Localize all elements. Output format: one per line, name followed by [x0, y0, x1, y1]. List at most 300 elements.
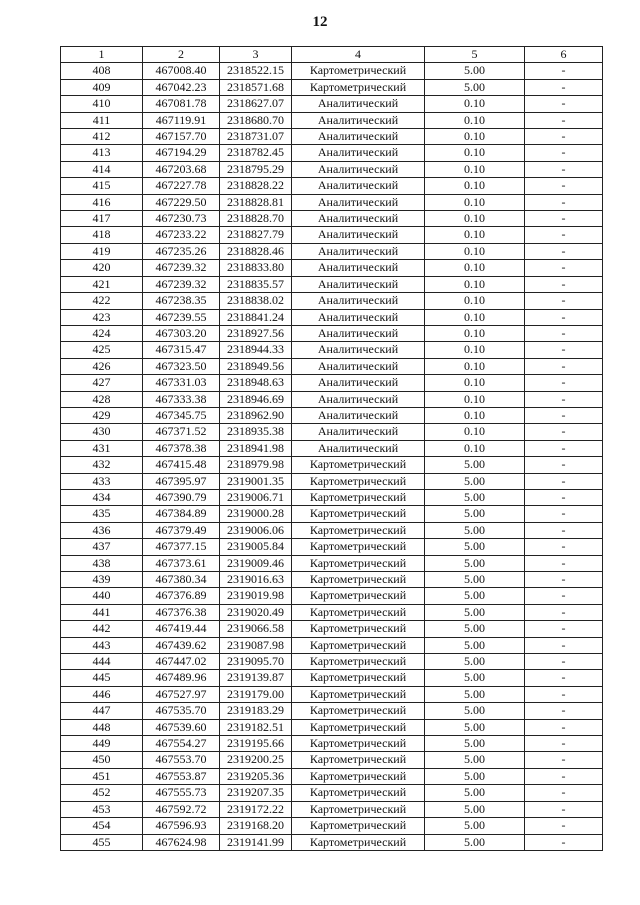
accuracy-cell: 5.00 — [425, 637, 525, 653]
note-cell: - — [525, 604, 603, 620]
note-cell: - — [525, 686, 603, 702]
accuracy-cell: 5.00 — [425, 588, 525, 604]
point-number-cell: 445 — [61, 670, 143, 686]
accuracy-cell: 0.10 — [425, 145, 525, 161]
accuracy-cell: 0.10 — [425, 375, 525, 391]
y-coordinate-cell: 2318835.57 — [220, 276, 292, 292]
y-coordinate-cell: 2318838.02 — [220, 293, 292, 309]
table-row — [61, 834, 603, 850]
accuracy-cell: 5.00 — [425, 768, 525, 784]
note-cell: - — [525, 473, 603, 489]
accuracy-cell: 0.10 — [425, 243, 525, 259]
note-cell: - — [525, 79, 603, 95]
point-number-cell: 435 — [61, 506, 143, 522]
y-coordinate-cell: 2319139.87 — [220, 670, 292, 686]
method-cell: Картометрический — [292, 506, 425, 522]
point-number-cell: 448 — [61, 719, 143, 735]
point-number-cell: 422 — [61, 293, 143, 309]
accuracy-cell: 0.10 — [425, 309, 525, 325]
point-number-cell: 417 — [61, 211, 143, 227]
y-coordinate-cell: 2319016.63 — [220, 572, 292, 588]
table-row — [61, 309, 603, 325]
note-cell: - — [525, 539, 603, 555]
method-cell: Аналитический — [292, 211, 425, 227]
method-cell: Картометрический — [292, 719, 425, 735]
table-row — [61, 703, 603, 719]
y-coordinate-cell: 2319006.71 — [220, 489, 292, 505]
y-coordinate-cell: 2318627.07 — [220, 96, 292, 112]
point-number-cell: 425 — [61, 342, 143, 358]
point-number-cell: 451 — [61, 768, 143, 784]
y-coordinate-cell: 2318828.70 — [220, 211, 292, 227]
x-coordinate-cell: 467303.20 — [143, 325, 220, 341]
note-cell: - — [525, 752, 603, 768]
y-coordinate-cell: 2318782.45 — [220, 145, 292, 161]
accuracy-cell: 5.00 — [425, 818, 525, 834]
point-number-cell: 423 — [61, 309, 143, 325]
point-number-cell: 418 — [61, 227, 143, 243]
y-coordinate-cell: 2319172.22 — [220, 801, 292, 817]
table-row — [61, 342, 603, 358]
point-number-cell: 430 — [61, 424, 143, 440]
method-cell: Аналитический — [292, 424, 425, 440]
x-coordinate-cell: 467380.34 — [143, 572, 220, 588]
point-number-cell: 438 — [61, 555, 143, 571]
method-cell: Картометрический — [292, 703, 425, 719]
method-cell: Аналитический — [292, 227, 425, 243]
y-coordinate-cell: 2318522.15 — [220, 63, 292, 79]
x-coordinate-cell: 467119.91 — [143, 112, 220, 128]
table-row — [61, 375, 603, 391]
column-header: 5 — [425, 47, 525, 63]
accuracy-cell: 5.00 — [425, 506, 525, 522]
accuracy-cell: 0.10 — [425, 178, 525, 194]
y-coordinate-cell: 2319183.29 — [220, 703, 292, 719]
note-cell: - — [525, 243, 603, 259]
x-coordinate-cell: 467596.93 — [143, 818, 220, 834]
accuracy-cell: 0.10 — [425, 440, 525, 456]
note-cell: - — [525, 506, 603, 522]
accuracy-cell: 5.00 — [425, 736, 525, 752]
accuracy-cell: 5.00 — [425, 604, 525, 620]
note-cell: - — [525, 342, 603, 358]
method-cell: Картометрический — [292, 670, 425, 686]
note-cell: - — [525, 161, 603, 177]
table-header — [61, 47, 603, 63]
table-row — [61, 621, 603, 637]
method-cell: Аналитический — [292, 161, 425, 177]
x-coordinate-cell: 467157.70 — [143, 129, 220, 145]
note-cell: - — [525, 276, 603, 292]
table-row — [61, 539, 603, 555]
table-row — [61, 211, 603, 227]
note-cell: - — [525, 358, 603, 374]
method-cell: Аналитический — [292, 440, 425, 456]
page-number: 12 — [312, 14, 328, 30]
method-cell: Картометрический — [292, 818, 425, 834]
y-coordinate-cell: 2319005.84 — [220, 539, 292, 555]
method-cell: Картометрический — [292, 801, 425, 817]
note-cell: - — [525, 407, 603, 423]
point-number-cell: 410 — [61, 96, 143, 112]
y-coordinate-cell: 2318827.79 — [220, 227, 292, 243]
y-coordinate-cell: 2318571.68 — [220, 79, 292, 95]
x-coordinate-cell: 467384.89 — [143, 506, 220, 522]
x-coordinate-cell: 467439.62 — [143, 637, 220, 653]
y-coordinate-cell: 2319182.51 — [220, 719, 292, 735]
method-cell: Аналитический — [292, 194, 425, 210]
table-row — [61, 719, 603, 735]
table-row — [61, 572, 603, 588]
point-number-cell: 447 — [61, 703, 143, 719]
accuracy-cell: 5.00 — [425, 719, 525, 735]
table-row — [61, 785, 603, 801]
note-cell: - — [525, 63, 603, 79]
point-number-cell: 414 — [61, 161, 143, 177]
point-number-cell: 429 — [61, 407, 143, 423]
accuracy-cell: 0.10 — [425, 194, 525, 210]
method-cell: Картометрический — [292, 752, 425, 768]
table-row — [61, 489, 603, 505]
column-header: 3 — [220, 47, 292, 63]
accuracy-cell: 5.00 — [425, 834, 525, 850]
accuracy-cell: 5.00 — [425, 79, 525, 95]
accuracy-cell: 5.00 — [425, 457, 525, 473]
table-row — [61, 768, 603, 784]
column-header: 4 — [292, 47, 425, 63]
accuracy-cell: 5.00 — [425, 539, 525, 555]
x-coordinate-cell: 467239.55 — [143, 309, 220, 325]
method-cell: Аналитический — [292, 129, 425, 145]
y-coordinate-cell: 2318828.22 — [220, 178, 292, 194]
table-row — [61, 637, 603, 653]
y-coordinate-cell: 2318979.98 — [220, 457, 292, 473]
x-coordinate-cell: 467042.23 — [143, 79, 220, 95]
table-row — [61, 654, 603, 670]
accuracy-cell: 5.00 — [425, 63, 525, 79]
x-coordinate-cell: 467489.96 — [143, 670, 220, 686]
y-coordinate-cell: 2319006.06 — [220, 522, 292, 538]
x-coordinate-cell: 467371.52 — [143, 424, 220, 440]
table-row — [61, 457, 603, 473]
accuracy-cell: 5.00 — [425, 703, 525, 719]
point-number-cell: 436 — [61, 522, 143, 538]
accuracy-cell: 5.00 — [425, 489, 525, 505]
x-coordinate-cell: 467194.29 — [143, 145, 220, 161]
method-cell: Картометрический — [292, 63, 425, 79]
y-coordinate-cell: 2319095.70 — [220, 654, 292, 670]
header-row — [61, 47, 603, 63]
x-coordinate-cell: 467376.38 — [143, 604, 220, 620]
x-coordinate-cell: 467415.48 — [143, 457, 220, 473]
accuracy-cell: 0.10 — [425, 358, 525, 374]
table-row — [61, 818, 603, 834]
x-coordinate-cell: 467447.02 — [143, 654, 220, 670]
x-coordinate-cell: 467203.68 — [143, 161, 220, 177]
method-cell: Картометрический — [292, 834, 425, 850]
note-cell: - — [525, 178, 603, 194]
y-coordinate-cell: 2319000.28 — [220, 506, 292, 522]
y-coordinate-cell: 2318731.07 — [220, 129, 292, 145]
note-cell: - — [525, 194, 603, 210]
note-cell: - — [525, 572, 603, 588]
table-row — [61, 178, 603, 194]
accuracy-cell: 5.00 — [425, 785, 525, 801]
x-coordinate-cell: 467235.26 — [143, 243, 220, 259]
accuracy-cell: 5.00 — [425, 752, 525, 768]
x-coordinate-cell: 467239.32 — [143, 260, 220, 276]
y-coordinate-cell: 2319019.98 — [220, 588, 292, 604]
note-cell: - — [525, 309, 603, 325]
method-cell: Аналитический — [292, 112, 425, 128]
method-cell: Картометрический — [292, 621, 425, 637]
method-cell: Картометрический — [292, 686, 425, 702]
table-row — [61, 145, 603, 161]
point-number-cell: 428 — [61, 391, 143, 407]
y-coordinate-cell: 2319200.25 — [220, 752, 292, 768]
note-cell: - — [525, 440, 603, 456]
x-coordinate-cell: 467527.97 — [143, 686, 220, 702]
table-row — [61, 276, 603, 292]
table-row — [61, 391, 603, 407]
table-row — [61, 194, 603, 210]
table-row — [61, 670, 603, 686]
y-coordinate-cell: 2318927.56 — [220, 325, 292, 341]
x-coordinate-cell: 467624.98 — [143, 834, 220, 850]
accuracy-cell: 5.00 — [425, 522, 525, 538]
method-cell: Аналитический — [292, 407, 425, 423]
x-coordinate-cell: 467553.70 — [143, 752, 220, 768]
y-coordinate-cell: 2319020.49 — [220, 604, 292, 620]
method-cell: Картометрический — [292, 637, 425, 653]
point-number-cell: 450 — [61, 752, 143, 768]
method-cell: Аналитический — [292, 145, 425, 161]
table-row — [61, 440, 603, 456]
note-cell: - — [525, 211, 603, 227]
note-cell: - — [525, 555, 603, 571]
point-number-cell: 437 — [61, 539, 143, 555]
table-row — [61, 736, 603, 752]
accuracy-cell: 0.10 — [425, 227, 525, 243]
table-row — [61, 686, 603, 702]
x-coordinate-cell: 467315.47 — [143, 342, 220, 358]
y-coordinate-cell: 2318841.24 — [220, 309, 292, 325]
x-coordinate-cell: 467555.73 — [143, 785, 220, 801]
accuracy-cell: 0.10 — [425, 293, 525, 309]
y-coordinate-cell: 2318833.80 — [220, 260, 292, 276]
accuracy-cell: 0.10 — [425, 342, 525, 358]
accuracy-cell: 0.10 — [425, 424, 525, 440]
method-cell: Картометрический — [292, 588, 425, 604]
note-cell: - — [525, 588, 603, 604]
note-cell: - — [525, 834, 603, 850]
note-cell: - — [525, 375, 603, 391]
accuracy-cell: 0.10 — [425, 129, 525, 145]
accuracy-cell: 5.00 — [425, 621, 525, 637]
method-cell: Картометрический — [292, 654, 425, 670]
note-cell: - — [525, 703, 603, 719]
note-cell: - — [525, 670, 603, 686]
x-coordinate-cell: 467554.27 — [143, 736, 220, 752]
point-number-cell: 421 — [61, 276, 143, 292]
point-number-cell: 424 — [61, 325, 143, 341]
method-cell: Картометрический — [292, 604, 425, 620]
method-cell: Картометрический — [292, 555, 425, 571]
table-row — [61, 801, 603, 817]
method-cell: Аналитический — [292, 178, 425, 194]
y-coordinate-cell: 2318795.29 — [220, 161, 292, 177]
table-row — [61, 588, 603, 604]
point-number-cell: 420 — [61, 260, 143, 276]
note-cell: - — [525, 719, 603, 735]
method-cell: Картометрический — [292, 768, 425, 784]
accuracy-cell: 5.00 — [425, 473, 525, 489]
note-cell: - — [525, 112, 603, 128]
point-number-cell: 443 — [61, 637, 143, 653]
point-number-cell: 412 — [61, 129, 143, 145]
accuracy-cell: 0.10 — [425, 260, 525, 276]
note-cell: - — [525, 785, 603, 801]
table-row — [61, 522, 603, 538]
point-number-cell: 408 — [61, 63, 143, 79]
y-coordinate-cell: 2319066.58 — [220, 621, 292, 637]
table-row — [61, 112, 603, 128]
point-number-cell: 453 — [61, 801, 143, 817]
x-coordinate-cell: 467229.50 — [143, 194, 220, 210]
accuracy-cell: 0.10 — [425, 161, 525, 177]
coordinates-table — [60, 46, 603, 851]
table-body — [61, 63, 603, 851]
point-number-cell: 433 — [61, 473, 143, 489]
y-coordinate-cell: 2318935.38 — [220, 424, 292, 440]
table-row — [61, 96, 603, 112]
point-number-cell: 454 — [61, 818, 143, 834]
point-number-cell: 444 — [61, 654, 143, 670]
point-number-cell: 452 — [61, 785, 143, 801]
accuracy-cell: 0.10 — [425, 211, 525, 227]
point-number-cell: 440 — [61, 588, 143, 604]
table-row — [61, 358, 603, 374]
x-coordinate-cell: 467333.38 — [143, 391, 220, 407]
y-coordinate-cell: 2319168.20 — [220, 818, 292, 834]
y-coordinate-cell: 2319141.99 — [220, 834, 292, 850]
table-row — [61, 407, 603, 423]
x-coordinate-cell: 467238.35 — [143, 293, 220, 309]
note-cell: - — [525, 260, 603, 276]
method-cell: Аналитический — [292, 391, 425, 407]
note-cell: - — [525, 96, 603, 112]
note-cell: - — [525, 325, 603, 341]
x-coordinate-cell: 467373.61 — [143, 555, 220, 571]
y-coordinate-cell: 2319001.35 — [220, 473, 292, 489]
table-row — [61, 260, 603, 276]
table-row — [61, 752, 603, 768]
accuracy-cell: 5.00 — [425, 686, 525, 702]
x-coordinate-cell: 467378.38 — [143, 440, 220, 456]
x-coordinate-cell: 467395.97 — [143, 473, 220, 489]
x-coordinate-cell: 467345.75 — [143, 407, 220, 423]
table-row — [61, 63, 603, 79]
point-number-cell: 432 — [61, 457, 143, 473]
column-header: 6 — [525, 47, 603, 63]
x-coordinate-cell: 467376.89 — [143, 588, 220, 604]
x-coordinate-cell: 467379.49 — [143, 522, 220, 538]
table-row — [61, 129, 603, 145]
x-coordinate-cell: 467081.78 — [143, 96, 220, 112]
x-coordinate-cell: 467239.32 — [143, 276, 220, 292]
note-cell: - — [525, 801, 603, 817]
point-number-cell: 434 — [61, 489, 143, 505]
x-coordinate-cell: 467592.72 — [143, 801, 220, 817]
method-cell: Картометрический — [292, 522, 425, 538]
accuracy-cell: 5.00 — [425, 555, 525, 571]
method-cell: Картометрический — [292, 539, 425, 555]
note-cell: - — [525, 768, 603, 784]
point-number-cell: 413 — [61, 145, 143, 161]
accuracy-cell: 0.10 — [425, 325, 525, 341]
table-row — [61, 555, 603, 571]
note-cell: - — [525, 129, 603, 145]
method-cell: Картометрический — [292, 572, 425, 588]
method-cell: Аналитический — [292, 96, 425, 112]
y-coordinate-cell: 2319207.35 — [220, 785, 292, 801]
method-cell: Аналитический — [292, 358, 425, 374]
x-coordinate-cell: 467390.79 — [143, 489, 220, 505]
y-coordinate-cell: 2318962.90 — [220, 407, 292, 423]
note-cell: - — [525, 637, 603, 653]
point-number-cell: 449 — [61, 736, 143, 752]
table-row — [61, 424, 603, 440]
method-cell: Аналитический — [292, 325, 425, 341]
method-cell: Картометрический — [292, 489, 425, 505]
table-row — [61, 227, 603, 243]
method-cell: Аналитический — [292, 276, 425, 292]
table-row — [61, 79, 603, 95]
y-coordinate-cell: 2318949.56 — [220, 358, 292, 374]
note-cell: - — [525, 227, 603, 243]
table-row — [61, 161, 603, 177]
x-coordinate-cell: 467227.78 — [143, 178, 220, 194]
x-coordinate-cell: 467535.70 — [143, 703, 220, 719]
method-cell: Картометрический — [292, 457, 425, 473]
y-coordinate-cell: 2318680.70 — [220, 112, 292, 128]
accuracy-cell: 5.00 — [425, 670, 525, 686]
method-cell: Аналитический — [292, 309, 425, 325]
point-number-cell: 439 — [61, 572, 143, 588]
y-coordinate-cell: 2318941.98 — [220, 440, 292, 456]
table-row — [61, 604, 603, 620]
y-coordinate-cell: 2319179.00 — [220, 686, 292, 702]
accuracy-cell: 0.10 — [425, 112, 525, 128]
accuracy-cell: 5.00 — [425, 801, 525, 817]
y-coordinate-cell: 2318828.81 — [220, 194, 292, 210]
y-coordinate-cell: 2318948.63 — [220, 375, 292, 391]
y-coordinate-cell: 2319087.98 — [220, 637, 292, 653]
point-number-cell: 416 — [61, 194, 143, 210]
y-coordinate-cell: 2319205.36 — [220, 768, 292, 784]
point-number-cell: 411 — [61, 112, 143, 128]
method-cell: Аналитический — [292, 243, 425, 259]
point-number-cell: 431 — [61, 440, 143, 456]
note-cell: - — [525, 736, 603, 752]
table-row — [61, 473, 603, 489]
accuracy-cell: 0.10 — [425, 407, 525, 423]
x-coordinate-cell: 467008.40 — [143, 63, 220, 79]
x-coordinate-cell: 467323.50 — [143, 358, 220, 374]
note-cell: - — [525, 145, 603, 161]
table-row — [61, 243, 603, 259]
point-number-cell: 441 — [61, 604, 143, 620]
